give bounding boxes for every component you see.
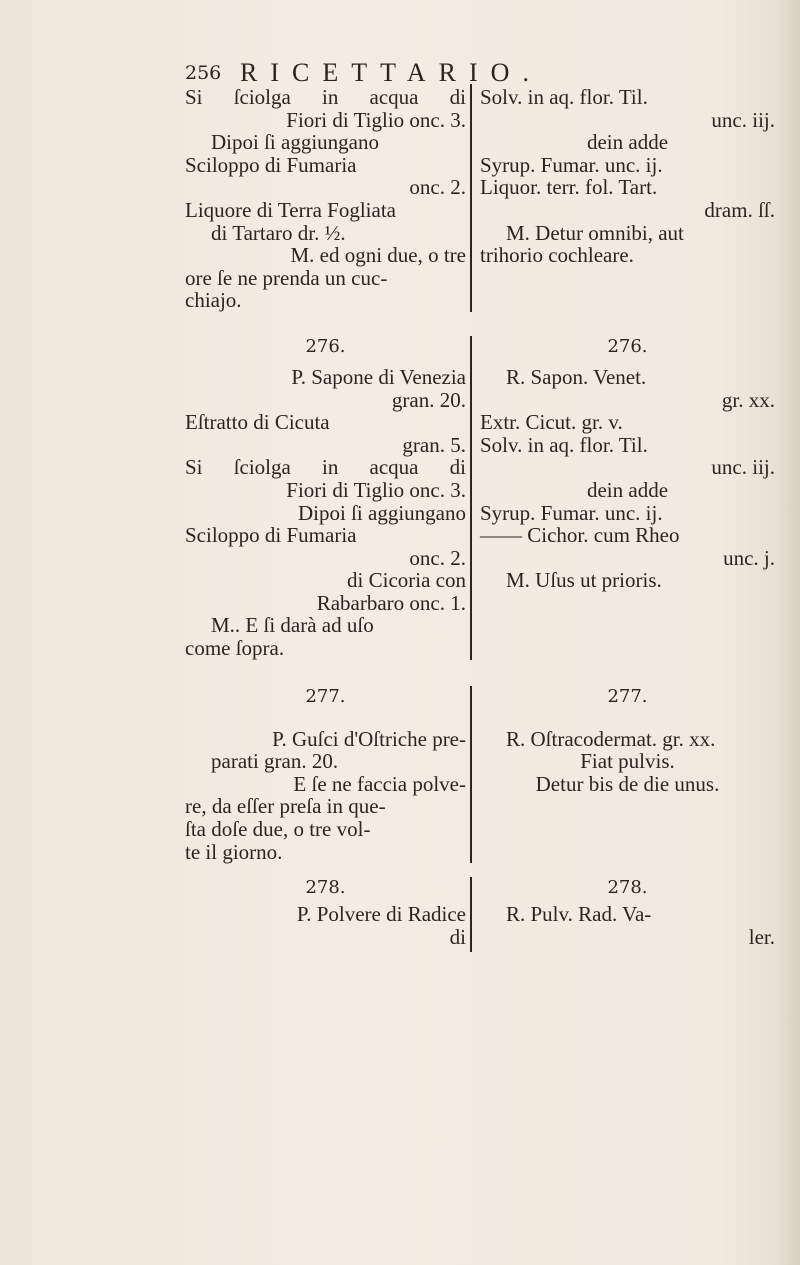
text-line: P. Polvere di Radice (296, 902, 466, 927)
italian-column (185, 686, 472, 864)
italian-column (185, 84, 472, 312)
latin-column (472, 336, 775, 660)
text-line: come ſopra. (185, 636, 285, 661)
recipe-section (185, 84, 775, 312)
text-line: gran. 20. (391, 387, 466, 412)
text-line: Fiori di Tiglio onc. 3. (286, 107, 466, 132)
text-line: P. Sapone di Venezia (291, 364, 466, 389)
text-line: gran. 5. (402, 432, 466, 457)
text-line: Solv. in aq. flor. Til. (480, 432, 648, 457)
text-line: gr. xx. (721, 387, 775, 412)
text-line: Si ſciolga in acqua di (185, 85, 466, 109)
recipe-section (185, 877, 775, 952)
text-line: M. Detur omnibi, aut (506, 220, 684, 245)
text-line: Syrup. Fumar. unc. ij. (480, 500, 663, 525)
text-line: —— Cichor. cum Rheo (480, 523, 680, 548)
text-line: dram. ſſ. (704, 197, 775, 222)
text-line: Detur bis de die unus. (535, 771, 720, 796)
text-line: ore ſe ne prenda un cuc- (185, 265, 388, 290)
text-line: unc. iij. (711, 107, 775, 132)
text-line: R. Sapon. Venet. (506, 364, 647, 389)
text-line: Fiat pulvis. (580, 749, 675, 774)
text-line: di Tartaro dr. ½. (211, 220, 346, 245)
text-line: unc. iij. (711, 455, 775, 480)
text-line: Solv. in aq. flor. Til. (480, 85, 648, 109)
recipe-number: 277. (305, 685, 346, 707)
text-line: dein adde (586, 130, 669, 155)
text-line: R. Oſtracodermat. gr. xx. (506, 726, 716, 751)
page-number: 256 (185, 62, 222, 84)
text-line: Sciloppo di Fumaria (185, 152, 357, 177)
text-line: Fiori di Tiglio onc. 3. (286, 477, 466, 502)
text-line: Dipoi ſi aggiungano (211, 130, 379, 155)
text-line: Dipoi ſi aggiungano (298, 500, 466, 525)
latin-column (472, 686, 775, 864)
text-line: P. Guſci d'Oſtriche pre- (272, 726, 466, 751)
text-line: unc. j. (723, 545, 775, 570)
text-line: di Cicoria con (347, 568, 466, 593)
text-line: Sciloppo di Fumaria (185, 523, 357, 548)
text-line: M.. E ſi darà ad uſo (211, 613, 374, 638)
text-line: Liquor. terr. fol. Tart. (480, 175, 658, 200)
text-line: chiajo. (185, 288, 242, 313)
recipe-section (185, 686, 775, 864)
text-line: onc. 2. (409, 175, 466, 200)
running-title: RICETTARIO. (240, 58, 542, 87)
text-line: parati gran. 20. (211, 749, 339, 774)
recipe-section (185, 336, 775, 660)
text-line: Syrup. Fumar. unc. ij. (480, 152, 663, 177)
text-line: M. ed ogni due, o tre (290, 243, 466, 268)
latin-column (472, 877, 775, 952)
text-line: M. Uſus ut prioris. (506, 568, 662, 593)
recipe-number: 276. (305, 335, 346, 357)
text-line: di (449, 924, 466, 949)
text-line: re, da eſſer preſa in que- (185, 794, 386, 819)
text-line: Extr. Cicut. gr. v. (480, 410, 623, 435)
text-line: Eſtratto di Cicuta (185, 410, 330, 435)
text-line: E ſe ne faccia polve- (293, 771, 466, 796)
text-line: dein adde (586, 477, 669, 502)
recipe-number: 276. (607, 335, 648, 357)
recipe-number: 278. (607, 877, 648, 899)
italian-column (185, 336, 472, 660)
text-line: Si ſciolga in acqua di (185, 455, 466, 480)
text-line: onc. 2. (409, 545, 466, 570)
recipe-number: 278. (305, 877, 346, 899)
two-column-text (185, 84, 775, 952)
text-line: R. Pulv. Rad. Va- (506, 902, 652, 927)
recipe-number: 277. (607, 685, 648, 707)
text-line: ſta doſe due, o tre vol- (185, 817, 371, 842)
latin-column (472, 84, 775, 312)
text-line: ler. (748, 924, 775, 949)
text-line: Rabarbaro onc. 1. (316, 590, 466, 615)
text-line: Liquore di Terra Fogliata (185, 197, 396, 222)
text-line: te il giorno. (185, 839, 283, 864)
text-line: trihorio cochleare. (480, 243, 634, 268)
italian-column (185, 877, 472, 952)
